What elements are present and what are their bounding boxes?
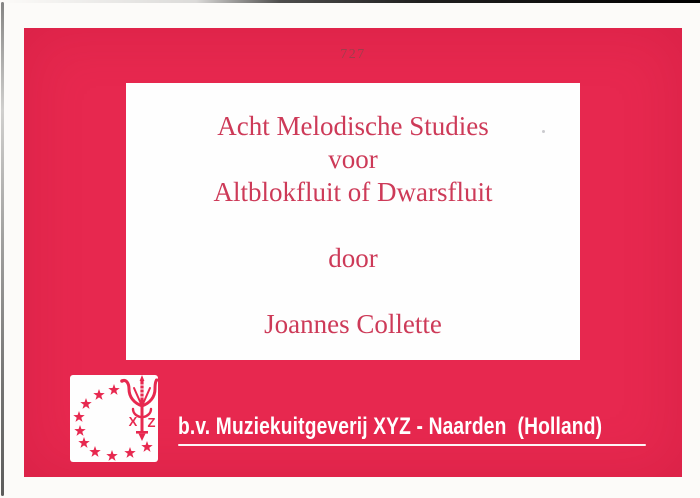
xyz-publisher-logo <box>70 375 158 462</box>
logo-letter-x: X <box>128 414 138 429</box>
lyre-icon <box>120 375 158 441</box>
catalog-number: 727 <box>340 47 366 62</box>
logo-graphic <box>70 375 158 462</box>
title-panel <box>126 83 580 360</box>
star-icon <box>106 450 117 461</box>
title-spacer <box>126 275 580 308</box>
star-icon <box>74 425 85 436</box>
star-icon <box>89 446 100 457</box>
star-icon <box>80 398 91 409</box>
star-icon <box>108 384 119 395</box>
star-icon <box>78 437 89 448</box>
star-icon <box>93 389 104 400</box>
title-line-2: voor <box>328 144 378 174</box>
star-icon <box>141 441 152 452</box>
title-spacer <box>126 209 580 242</box>
publisher-imprint <box>178 413 678 447</box>
logo-letter-z: Z <box>147 415 156 430</box>
scan-speck-artifact <box>542 130 545 133</box>
star-icon <box>124 447 135 458</box>
scan-left-edge-artifact <box>1 2 4 496</box>
publisher-imprint-text: b.v. Muziekuitgeverij XYZ - Naarden (Holland) <box>178 413 603 440</box>
star-icon <box>73 411 84 422</box>
title-line-3: Altblokfluit of Dwarsfluit <box>213 177 493 207</box>
publisher-underline <box>178 444 646 446</box>
scan-top-edge-artifact <box>0 0 700 3</box>
title-connector: door <box>328 243 378 273</box>
author-name: Joannes Collette <box>264 309 442 339</box>
title-line-1: Acht Melodische Studies <box>217 111 489 141</box>
cover-background <box>24 28 682 477</box>
